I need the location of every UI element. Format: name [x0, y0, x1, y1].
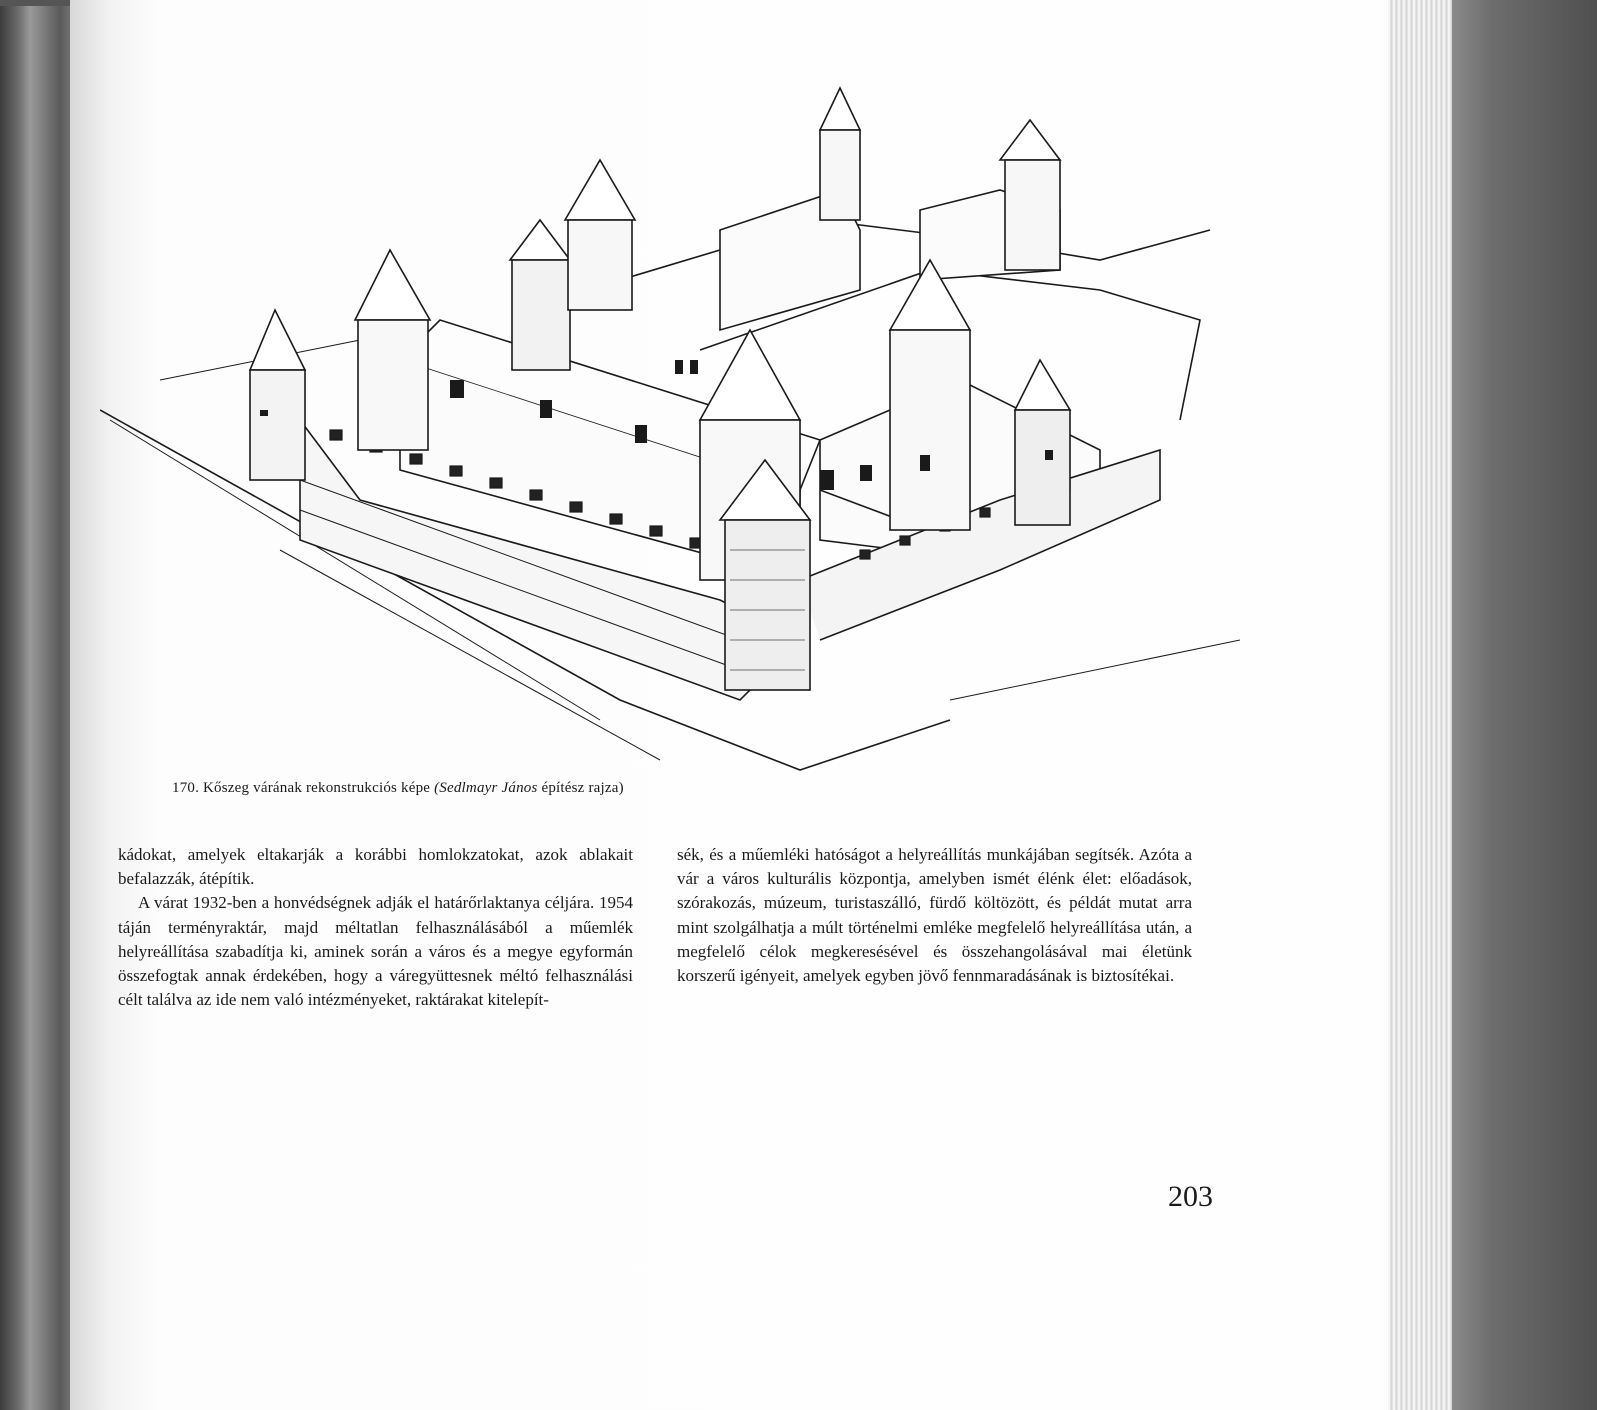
page-stack-edge [1388, 0, 1452, 1410]
paragraph: sék, és a műemléki hatóságot a helyreállítás munkájában segítsék. Azóta a vár a város kulturális központja, amelyben ismét élénk élet: előadások, szórakozás, múzeum, turistaszálló, fürdő költözött, és példát mutat arra mint szolgálhatja a múlt történelmi emléke megfelelő helyreállítása után, a megfelelő célok megkeresésével és összehangolásával mai életünk korszerű igényeit, amelyek egyben jövő fennmaradásának is biztosítékai. [677, 845, 1192, 986]
caption-author: (Sedlmayr János [434, 780, 538, 796]
text-column-left [118, 843, 633, 1012]
caption-text-end: építész rajza) [537, 780, 624, 796]
text-column-right [677, 843, 1192, 988]
book-edge-shadow [1452, 0, 1597, 1410]
page-number: 203 [1168, 1180, 1213, 1213]
castle-reconstruction-drawing [100, 80, 1240, 780]
caption-number: 170. [172, 780, 200, 796]
caption-text: Kőszeg várának rekonstrukciós képe [199, 780, 435, 796]
paragraph: kádokat, amelyek eltakarják a korábbi homlokzatokat, azok ablakait befalazzák, átépítik. [118, 845, 633, 889]
paragraph: A várat 1932-ben a honvédségnek adják el határőrlaktanya céljára. 1954 táján terményraktár, majd méltatlan felhasználásából a műemlék helyreállítása szabadítja ki, aminek során a város és a megye egyformán összefogtak annak érdekében, hogy a váregyüttesnek méltó felhasználási célt találva az ide nem való intézményeket, raktárakat kitelepít- [118, 893, 633, 1010]
castle-drawing-icon [100, 80, 1240, 780]
figure-caption [172, 780, 1072, 797]
